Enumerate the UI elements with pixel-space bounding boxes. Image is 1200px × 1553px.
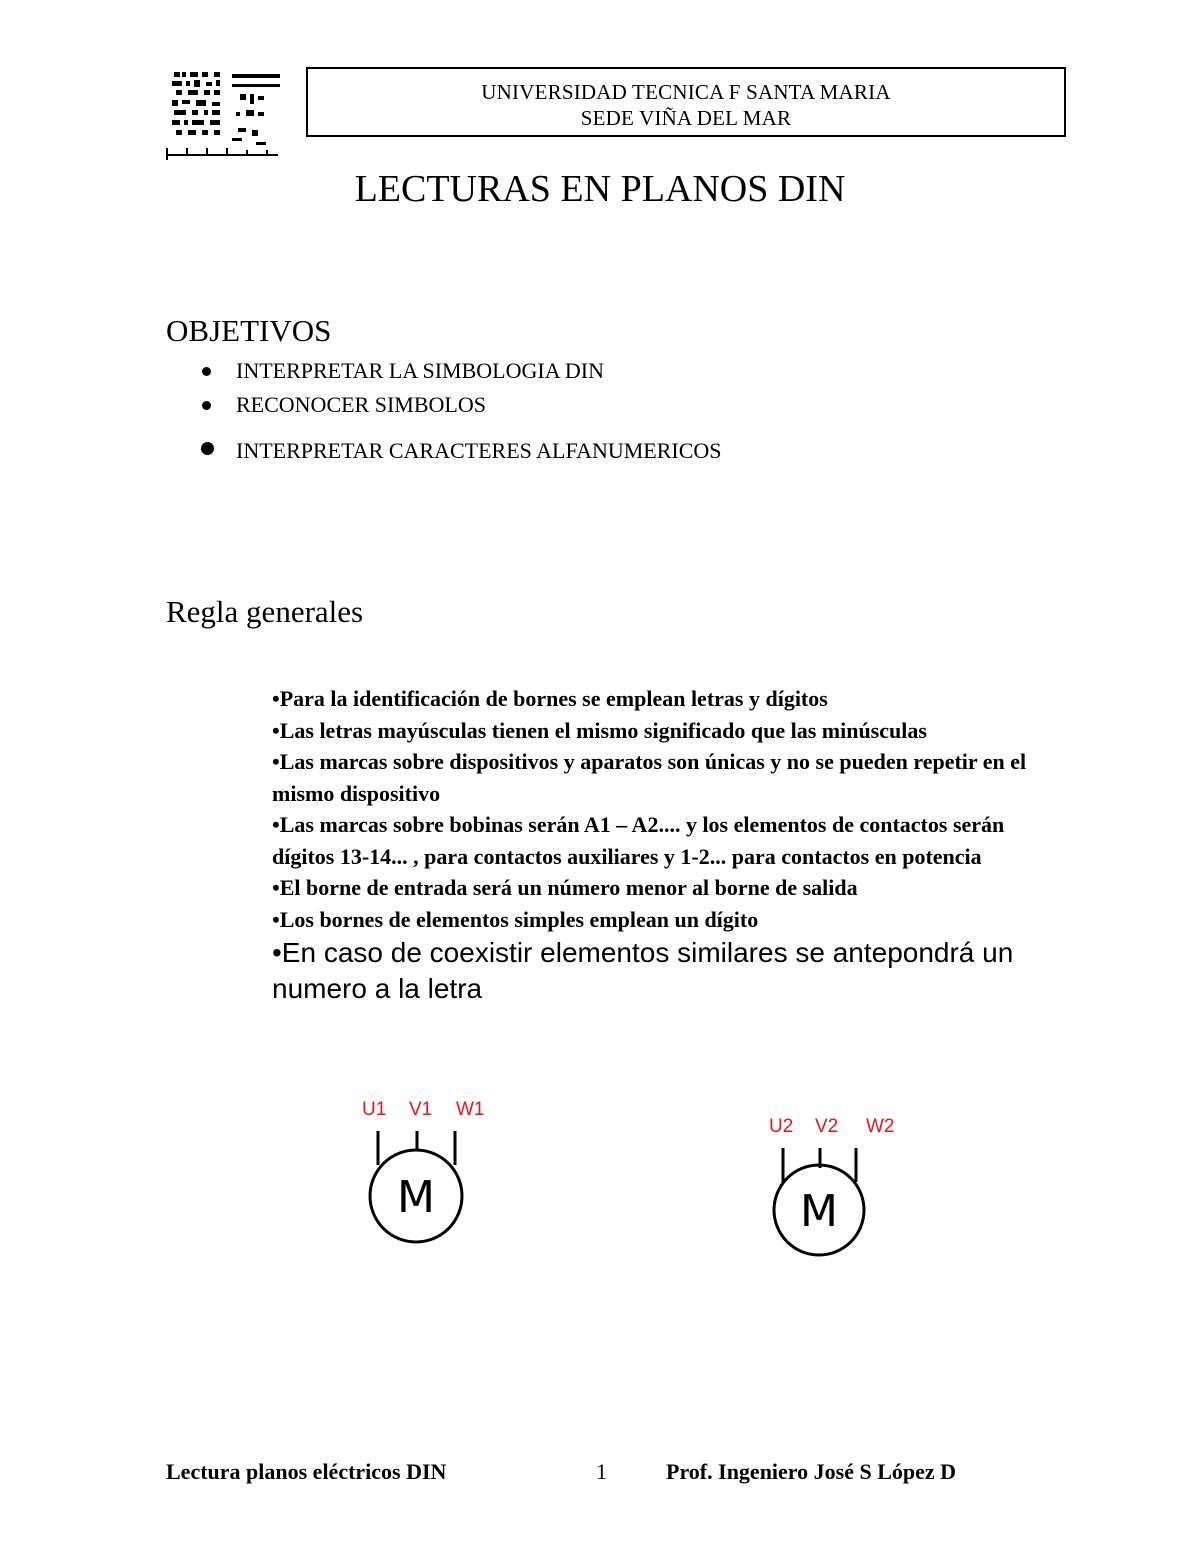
terminal-label: W1 — [456, 1099, 485, 1120]
motor-letter: M — [800, 1186, 838, 1237]
campus-name: SEDE VIÑA DEL MAR — [580, 106, 792, 130]
rule-item: •En caso de coexistir elementos similares se antepondrá un numero a la letra — [272, 937, 1014, 1004]
institution-name: UNIVERSIDAD TECNICA F SANTA MARIA — [481, 80, 891, 104]
rule-item: •Las marcas sobre dispositivos y aparatos son únicas y no se pueden repetir en el mismo dispositivo — [272, 749, 1027, 806]
objective-text: RECONOCER SIMBOLOS — [236, 392, 486, 417]
rule-item: •Los bornes de elementos simples emplean un dígito — [272, 906, 759, 932]
document-title: LECTURAS EN PLANOS DIN — [354, 168, 846, 210]
objective-text: INTERPRETAR CARACTERES ALFANUMERICOS — [236, 438, 722, 463]
terminal-label: U2 — [769, 1116, 794, 1137]
rules-heading: Regla generales — [166, 594, 364, 629]
terminal-label: W2 — [866, 1116, 895, 1137]
motor-symbol-1 — [362, 1099, 485, 1242]
terminal-label: V1 — [409, 1099, 433, 1120]
terminal-label: U1 — [362, 1099, 387, 1120]
footer-author: Prof. Ingeniero José S López D — [666, 1459, 957, 1484]
objective-text: INTERPRETAR LA SIMBOLOGIA DIN — [236, 358, 604, 383]
rule-item: •Las letras mayúsculas tienen el mismo significado que las minúsculas — [272, 717, 927, 743]
objectives-heading: OBJETIVOS — [166, 313, 332, 348]
motor-symbol-2 — [769, 1116, 895, 1255]
rule-item: •Para la identificación de bornes se emplean letras y dígitos — [272, 686, 828, 711]
footer-page-number: 1 — [596, 1459, 607, 1484]
rule-item: •El borne de entrada será un número menor al borne de salida — [272, 875, 858, 900]
terminal-label: V2 — [815, 1116, 839, 1137]
rule-item: •Las marcas sobre bobinas serán A1 – A2.... y los elementos de contactos serán dígitos 13-14... , para contactos auxiliares y 1-2... para contactos en potencia — [272, 812, 1005, 869]
footer-document-name: Lectura planos eléctricos DIN — [166, 1459, 447, 1484]
motor-letter: M — [397, 1172, 435, 1223]
